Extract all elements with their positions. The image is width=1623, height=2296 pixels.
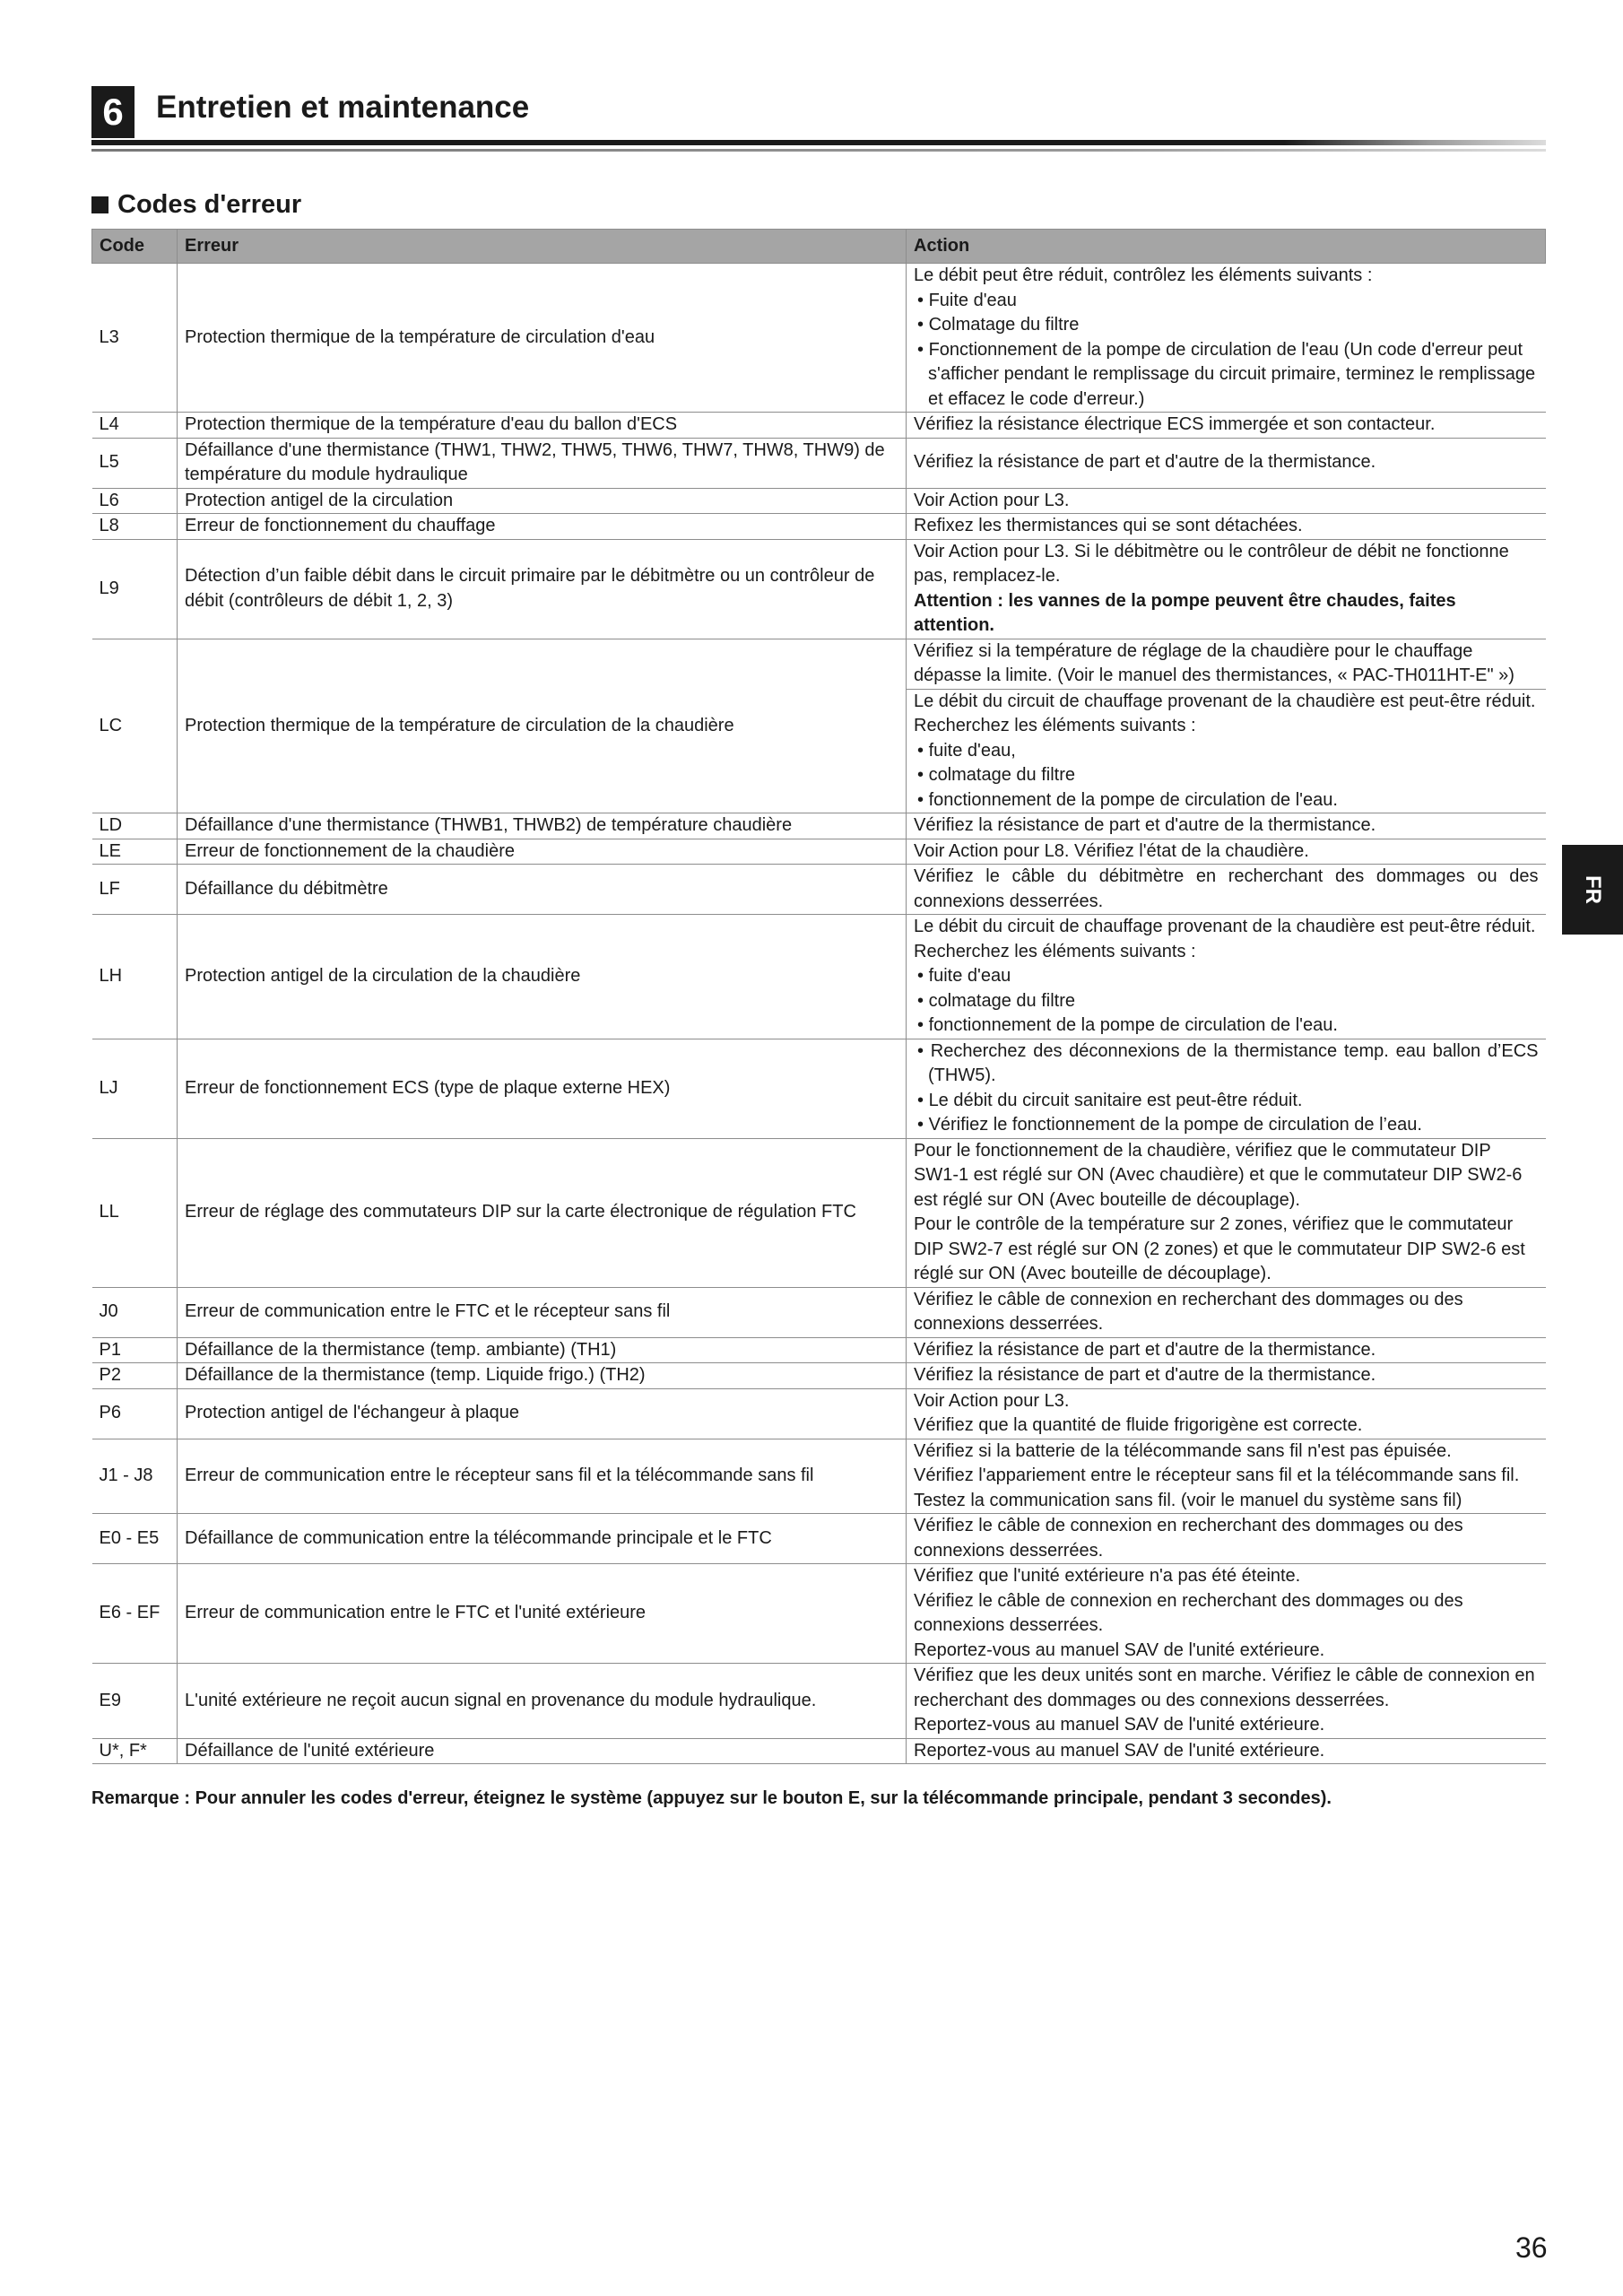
code-cell: P6 (92, 1388, 178, 1439)
code-cell: L5 (92, 438, 178, 488)
page-number: 36 (1515, 2231, 1548, 2264)
table-row (92, 1039, 1546, 1138)
erreur-cell: Détection d’un faible débit dans le circuit primaire par le débitmètre ou un contrôleur de débit (contrôleurs de débit 1, 2, 3) (178, 539, 907, 639)
remark-note: Remarque : Pour annuler les codes d'erreur, éteignez le système (appuyez sur le bouton E, sur la télécommande principale, pendant 3 secondes). (91, 1788, 1332, 1808)
erreur-cell: L'unité extérieure ne reçoit aucun signal en provenance du module hydraulique. (178, 1664, 907, 1739)
action-bullet: • Vérifiez le fonctionnement de la pompe de circulation de l’eau. (914, 1113, 1539, 1138)
erreur-cell: Erreur de communication entre le récepteur sans fil et la télécommande sans fil (178, 1439, 907, 1514)
erreur-cell: Défaillance de l'unité extérieure (178, 1738, 907, 1764)
code-cell: L6 (92, 488, 178, 514)
action-cell (907, 1039, 1546, 1138)
erreur-cell: Défaillance de communication entre la télécommande principale et le FTC (178, 1514, 907, 1564)
action-cell: Vérifiez la résistance de part et d'autre de la thermistance. (907, 1363, 1546, 1389)
action-cell (907, 1138, 1546, 1287)
action-cell: Refixez les thermistances qui se sont détachées. (907, 514, 1546, 540)
erreur-cell: Protection thermique de la température d'eau du ballon d'ECS (178, 413, 907, 439)
code-cell: E9 (92, 1664, 178, 1739)
erreur-cell: Erreur de communication entre le FTC et le récepteur sans fil (178, 1287, 907, 1337)
action-cell: Reportez-vous au manuel SAV de l'unité extérieure. (907, 1738, 1546, 1764)
code-cell: E6 - EF (92, 1564, 178, 1664)
erreur-cell: Défaillance d'une thermistance (THWB1, THWB2) de température chaudière (178, 813, 907, 839)
code-cell: LC (92, 639, 178, 813)
action-cell (907, 1664, 1546, 1739)
code-cell: LL (92, 1138, 178, 1287)
action-cell: Vérifiez la résistance de part et d'autre de la thermistance. (907, 1337, 1546, 1363)
action-cell (907, 915, 1546, 1039)
action-cell (907, 264, 1546, 413)
action-warning: Attention : les vannes de la pompe peuvent être chaudes, faites attention. (914, 590, 1456, 635)
action-text-2: Vérifiez l'appariement entre le récepteur sans fil et la télécommande sans fil. (914, 1465, 1520, 1485)
action-text: Vérifiez si la batterie de la télécommande sans fil n'est pas épuisée. (914, 1440, 1452, 1461)
action-cell (907, 639, 1546, 813)
table-row (92, 1514, 1546, 1564)
action-text: Vérifiez si la température de réglage de la chaudière pour le chauffage dépasse la limite. (Voir le manuel des thermistances, « PAC-TH011HT-E" ») (914, 640, 1515, 685)
action-bullet: • fonctionnement de la pompe de circulation de l'eau. (914, 788, 1539, 813)
action-subsection (907, 689, 1546, 813)
table-row (92, 438, 1546, 488)
action-bullet: • Colmatage du filtre (914, 313, 1539, 338)
code-cell: P2 (92, 1363, 178, 1389)
table-row (92, 915, 1546, 1039)
action-text-3: Testez la communication sans fil. (voir le manuel du système sans fil) (914, 1490, 1462, 1510)
action-text: Pour le fonctionnement de la chaudière, vérifiez que le commutateur DIP SW1-1 est réglé sur ON (Avec chaudière) et que le commutateur DIP SW2-6 est réglé sur ON (Avec bouteille de découplage). (914, 1140, 1523, 1210)
action-cell (907, 1564, 1546, 1664)
header-rule-thin (91, 149, 1546, 152)
header-erreur: Erreur (178, 230, 907, 264)
table-row (92, 1738, 1546, 1764)
code-cell: P1 (92, 1337, 178, 1363)
action-cell: Voir Action pour L3. (907, 488, 1546, 514)
chapter-header (91, 83, 1546, 152)
erreur-cell: Défaillance de la thermistance (temp. ambiante) (TH1) (178, 1337, 907, 1363)
code-cell: L9 (92, 539, 178, 639)
erreur-cell: Erreur de fonctionnement de la chaudière (178, 839, 907, 865)
code-cell: L4 (92, 413, 178, 439)
table-row (92, 1287, 1546, 1337)
square-bullet-icon (91, 196, 108, 213)
table-row (92, 639, 1546, 813)
erreur-cell: Protection thermique de la température de circulation de la chaudière (178, 639, 907, 813)
table-row (92, 839, 1546, 865)
action-cell: Vérifiez le câble de connexion en recherchant des dommages ou des connexions desserrées. (907, 1514, 1546, 1564)
action-cell: Vérifiez le câble du débitmètre en recherchant des dommages ou des connexions desserrées. (907, 865, 1546, 915)
table-header-row (92, 230, 1546, 264)
erreur-cell: Défaillance d'une thermistance (THW1, THW2, THW5, THW6, THW7, THW8, THW9) de température du module hydraulique (178, 438, 907, 488)
chapter-title: Entretien et maintenance (156, 90, 530, 125)
code-cell: LF (92, 865, 178, 915)
action-intro: Le débit du circuit de chauffage provenant de la chaudière est peut-être réduit. Recherchez les éléments suivants : (914, 691, 1536, 735)
table-row (92, 514, 1546, 540)
action-cell: Voir Action pour L8. Vérifiez l'état de la chaudière. (907, 839, 1546, 865)
action-cell: Vérifiez la résistance électrique ECS immergée et son contacteur. (907, 413, 1546, 439)
action-bullet: • colmatage du filtre (914, 989, 1539, 1014)
table-row (92, 264, 1546, 413)
erreur-cell: Défaillance du débitmètre (178, 865, 907, 915)
table-row (92, 413, 1546, 439)
table-row (92, 488, 1546, 514)
action-bullet: • fuite d'eau (914, 964, 1539, 989)
section-title-text: Codes d'erreur (117, 190, 302, 219)
code-cell: LE (92, 839, 178, 865)
erreur-cell: Erreur de fonctionnement du chauffage (178, 514, 907, 540)
code-cell: J1 - J8 (92, 1439, 178, 1514)
table-row (92, 1664, 1546, 1739)
action-intro: Le débit du circuit de chauffage provenant de la chaudière est peut-être réduit. Recherchez les éléments suivants : (914, 917, 1536, 961)
table-row (92, 1564, 1546, 1664)
erreur-cell: Erreur de réglage des commutateurs DIP sur la carte électronique de régulation FTC (178, 1138, 907, 1287)
language-tab (1562, 845, 1623, 935)
erreur-cell: Défaillance de la thermistance (temp. Liquide frigo.) (TH2) (178, 1363, 907, 1389)
action-bullet: • Fuite d'eau (914, 289, 1539, 314)
table-row (92, 865, 1546, 915)
action-cell (907, 539, 1546, 639)
action-bullet: • Le débit du circuit sanitaire est peut-être réduit. (914, 1089, 1539, 1114)
table-row (92, 1363, 1546, 1389)
table-row (92, 539, 1546, 639)
action-text-2: Vérifiez que la quantité de fluide frigorigène est correcte. (914, 1415, 1363, 1435)
action-bullet: • Fonctionnement de la pompe de circulation de l'eau (Un code d'erreur peut s'afficher pendant le remplissage du circuit primaire, terminez le remplissage et effacez le code d'erreur.) (914, 338, 1539, 413)
action-text: Vérifiez que l'unité extérieure n'a pas été éteinte. (914, 1566, 1301, 1586)
action-cell: Vérifiez le câble de connexion en recherchant des dommages ou des connexions desserrées. (907, 1287, 1546, 1337)
table-row (92, 1138, 1546, 1287)
table-row (92, 1388, 1546, 1439)
action-text-2: Vérifiez le câble de connexion en recherchant des dommages ou des connexions desserrées. (914, 1590, 1463, 1635)
action-cell (907, 1439, 1546, 1514)
action-cell: Vérifiez la résistance de part et d'autre de la thermistance. (907, 438, 1546, 488)
action-bullet: • fuite d'eau, (914, 739, 1539, 764)
action-text: Voir Action pour L3. (914, 1390, 1070, 1411)
action-cell: Vérifiez la résistance de part et d'autre de la thermistance. (907, 813, 1546, 839)
table-row (92, 1337, 1546, 1363)
code-cell: LH (92, 915, 178, 1039)
section-title (91, 190, 301, 220)
chapter-number: 6 (91, 86, 135, 138)
action-bullet: • fonctionnement de la pompe de circulation de l'eau. (914, 1013, 1539, 1039)
action-text-2: Pour le contrôle de la température sur 2 zones, vérifiez que le commutateur DIP SW2-7 est réglé sur ON (2 zones) et que le commutateur DIP SW2-6 est réglé sur ON (Avec bouteille de découplage). (914, 1214, 1525, 1283)
action-intro: Le débit peut être réduit, contrôlez les éléments suivants : (914, 265, 1373, 285)
language-tab-label: FR (1581, 875, 1605, 904)
code-cell: L3 (92, 264, 178, 413)
code-cell: E0 - E5 (92, 1514, 178, 1564)
erreur-cell: Protection antigel de la circulation de la chaudière (178, 915, 907, 1039)
action-bullet: • colmatage du filtre (914, 763, 1539, 788)
table-row (92, 813, 1546, 839)
erreur-cell: Protection antigel de l'échangeur à plaque (178, 1388, 907, 1439)
erreur-cell: Erreur de fonctionnement ECS (type de plaque externe HEX) (178, 1039, 907, 1138)
header-action: Action (907, 230, 1546, 264)
erreur-cell: Protection thermique de la température de circulation d'eau (178, 264, 907, 413)
action-text: Vérifiez que les deux unités sont en marche. Vérifiez le câble de connexion en recherchant des dommages ou des connexions desserrées. (914, 1665, 1535, 1710)
code-cell: L8 (92, 514, 178, 540)
code-cell: LJ (92, 1039, 178, 1138)
action-text-2: Reportez-vous au manuel SAV de l'unité extérieure. (914, 1715, 1325, 1735)
header-code: Code (92, 230, 178, 264)
action-text: Voir Action pour L3. Si le débitmètre ou le contrôleur de débit ne fonctionne pas, remplacez-le. (914, 541, 1509, 586)
error-codes-table (91, 229, 1546, 1764)
code-cell: U*, F* (92, 1738, 178, 1764)
code-cell: J0 (92, 1287, 178, 1337)
action-cell (907, 1388, 1546, 1439)
action-text-3: Reportez-vous au manuel SAV de l'unité extérieure. (914, 1639, 1325, 1660)
header-rule-thick (91, 140, 1546, 145)
code-cell: LD (92, 813, 178, 839)
table-row (92, 1439, 1546, 1514)
erreur-cell: Protection antigel de la circulation (178, 488, 907, 514)
action-bullet: • Recherchez des déconnexions de la thermistance temp. eau ballon d’ECS (THW5). (914, 1039, 1539, 1089)
erreur-cell: Erreur de communication entre le FTC et l'unité extérieure (178, 1564, 907, 1664)
